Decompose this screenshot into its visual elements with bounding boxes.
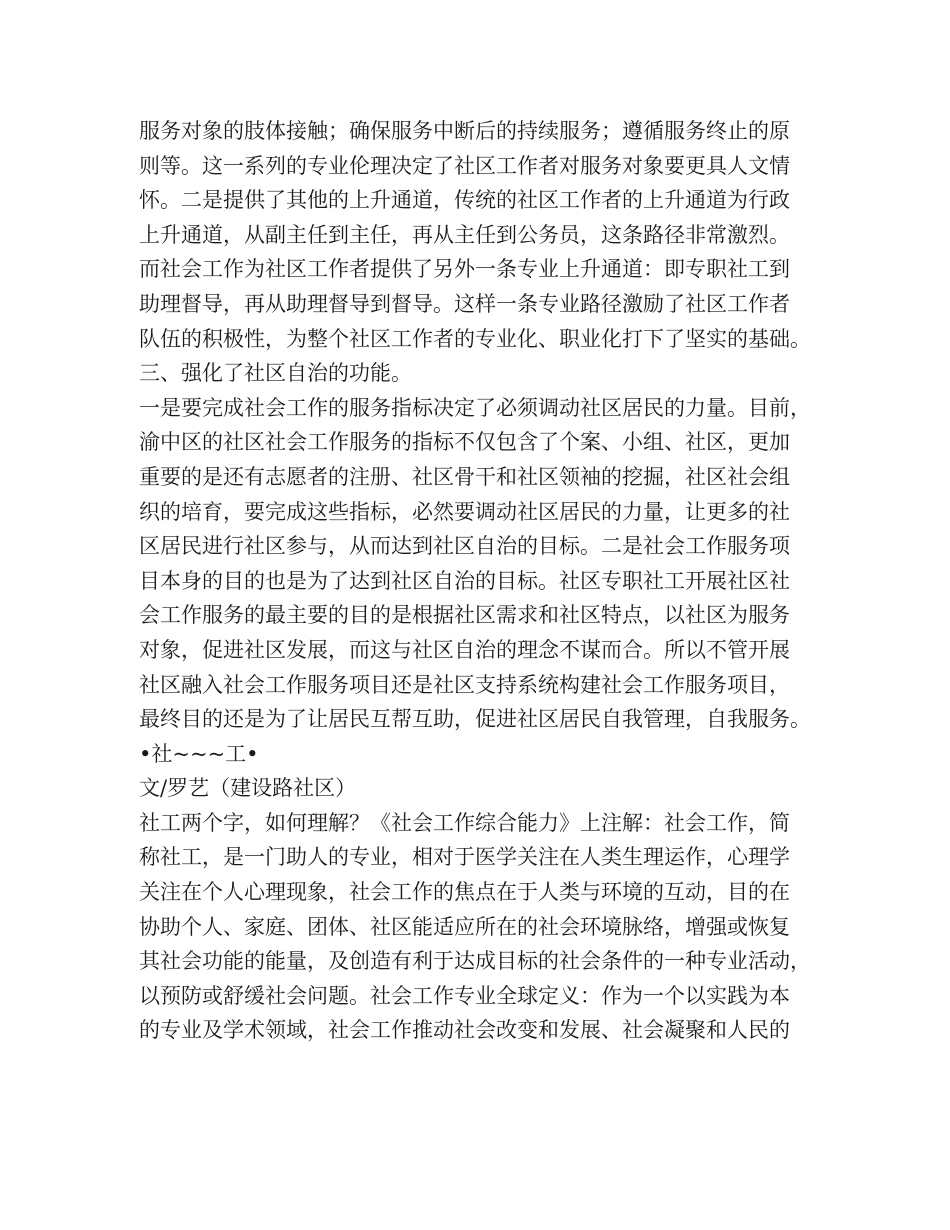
text-line: 关注在个人心理现象，社会工作的焦点在于人类与环境的互动，目的在 [139, 880, 790, 905]
text-line: 称社工，是一门助人的专业，相对于医学关注在人类生理运作，心理学 [139, 845, 790, 870]
text-line: 服务对象的肢体接触；确保服务中断后的持续服务；遵循服务终止的原 [139, 119, 790, 143]
text-line: 其社会功能的能量，及创造有利于达成目标的社会条件的一种专业活动， [139, 949, 811, 974]
body-text [139, 114, 829, 1048]
text-line: 重要的是还有志愿者的注册、社区骨干和社区领袖的挖掘，社区社会组 [139, 464, 790, 489]
text-line: 织的培育，要完成这些指标，必然要调动社区居民的力量，让更多的社 [139, 499, 790, 524]
text-line: 的专业及学术领域，社会工作推动社会改变和发展、社会凝聚和人民的 [139, 1018, 790, 1043]
text-line: 而社会工作为社区工作者提供了另外一条专业上升通道：即专职社工到 [139, 257, 790, 282]
text-line: 一是要完成社会工作的服务指标决定了必须调动社区居民的力量。目前， [139, 395, 811, 420]
text-line: 区居民进行社区参与，从而达到社区自治的目标。二是社会工作服务项 [139, 534, 790, 559]
text-line: 渝中区的社区社会工作服务的指标不仅包含了个案、小组、社区，更加 [139, 430, 790, 455]
text-line: 对象，促进社区发展，而这与社区自治的理念不谋而合。所以不管开展 [139, 637, 790, 662]
text-line: 会工作服务的最主要的目的是根据社区需求和社区特点，以社区为服务 [139, 603, 790, 628]
text-line: 社区融入社会工作服务项目还是社区支持系统构建社会工作服务项目， [139, 672, 790, 697]
article-byline: 文/罗艺（建设路社区） [139, 776, 357, 801]
text-line: 目本身的目的也是为了达到社区自治的目标。社区专职社工开展社区社 [139, 568, 790, 593]
article-title: •社~~~工• [139, 741, 259, 766]
text-line: 怀。二是提供了其他的上升通道，传统的社区工作者的上升通道为行政 [139, 188, 790, 213]
text-line: 以预防或舒缓社会问题。社会工作专业全球定义：作为一个以实践为本 [139, 983, 790, 1008]
text-line: 则等。这一系列的专业伦理决定了社区工作者对服务对象要更具人文情 [139, 153, 790, 178]
text-line: 助理督导，再从助理督导到督导。这样一条专业路径激励了社区工作者 [139, 291, 790, 316]
section-heading: 三、强化了社区自治的功能。 [139, 361, 412, 386]
text-line: 上升通道，从副主任到主任，再从主任到公务员，这条路径非常激烈。 [139, 222, 790, 247]
text-line: 队伍的积极性，为整个社区工作者的专业化、职业化打下了坚实的基础。 [139, 326, 811, 351]
text-line: 社工两个字，如何理解？《社会工作综合能力》上注解：社会工作，简 [139, 810, 790, 835]
text-line: 协助个人、家庭、团体、社区能适应所在的社会环境脉络，增强或恢复 [139, 914, 790, 939]
text-line: 最终目的还是为了让居民互帮互助，促进社区居民自我管理，自我服务。 [139, 707, 811, 732]
